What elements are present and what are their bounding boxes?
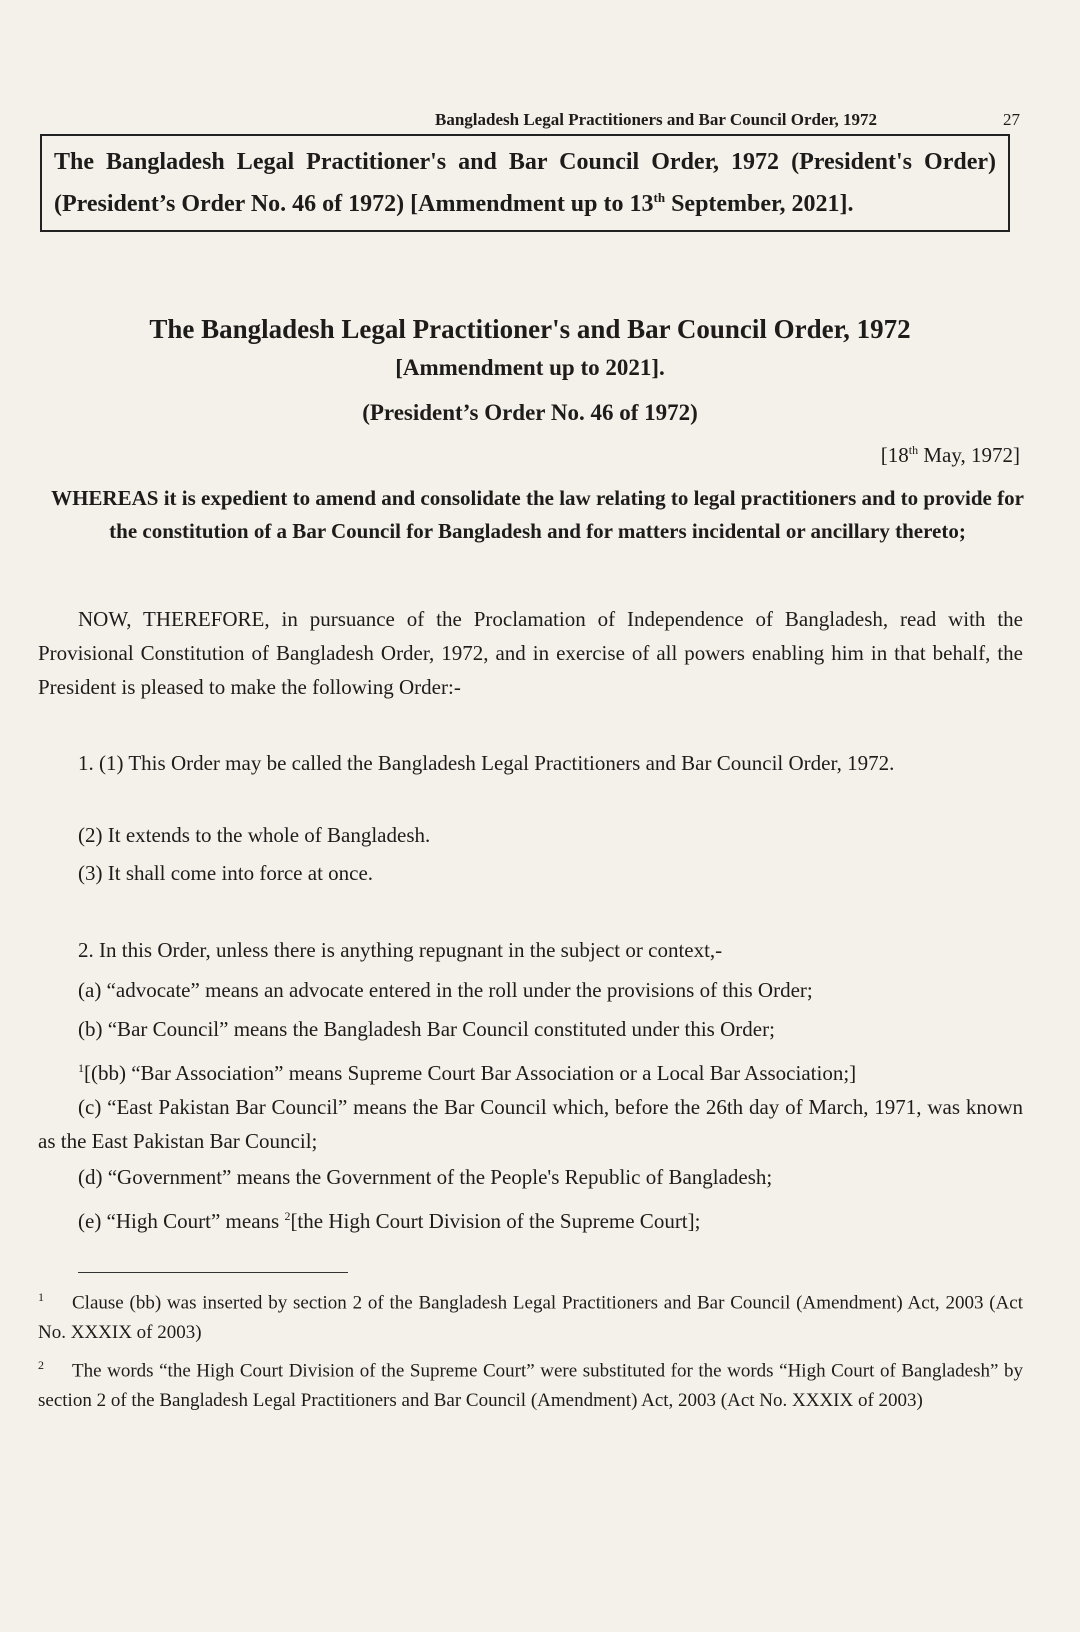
definition-high-court <box>78 1199 700 1238</box>
title-box-text: The Bangladesh Legal Practitioner's and Bar Council Order, 1972 (President's Order) (President’s Order No. 46 of 1972) [Ammendment up to 13 <box>54 149 996 217</box>
definition-bar-association <box>78 1051 856 1090</box>
running-head <box>435 110 1020 130</box>
main-title: The Bangladesh Legal Practitioner's and Bar Council Order, 1972 <box>149 314 911 344</box>
definition-bar-association-text: [(bb) “Bar Association” means Supreme Court Bar Association or a Local Bar Association;] <box>84 1061 857 1085</box>
section1-clause3: (3) It shall come into force at once. <box>78 861 374 885</box>
footnote-2 <box>38 1350 1023 1416</box>
definition-government: (d) “Government” means the Government of the People's Republic of Bangladesh; <box>78 1165 773 1189</box>
definition-east-pakistan-bar-council: (c) “East Pakistan Bar Council” means the Bar Council which, before the 26th day of March, 1971, was known as the East Pakistan Bar Council; <box>38 1095 1023 1153</box>
section2-intro: 2. In this Order, unless there is anything repugnant in the subject or context,- <box>78 938 723 962</box>
whereas-paragraph: WHEREAS it is expedient to amend and consolidate the law relating to legal practitioners and to provide for the constitution of a Bar Council for Bangladesh and for matters incidental or ancillary thereto; <box>51 486 1024 543</box>
amendment-subtitle: [Ammendment up to 2021]. <box>395 355 665 380</box>
title-box <box>40 134 1010 232</box>
footnote-2-text: The words “the High Court Division of the Supreme Court” were substituted for the words “High Court of Bangladesh” by section 2 of the Bangladesh Legal Practitioners and Bar Council (Amendment) Act, 2003 (Act No. XXXIX of 2003) <box>38 1360 1023 1412</box>
definition-advocate: (a) “advocate” means an advocate entered in the roll under the provisions of this Order; <box>78 978 813 1002</box>
definition-bar-council: (b) “Bar Council” means the Bangladesh Bar Council constituted under this Order; <box>78 1017 775 1041</box>
now-therefore-paragraph: NOW, THEREFORE, in pursuance of the Proclamation of Independence of Bangladesh, read with the Provisional Constitution of Bangladesh Order, 1972, and in exercise of all powers enabling him in that behalf, the President is pleased to make the following Order:- <box>38 607 1023 699</box>
page-number: 27 <box>1003 110 1020 129</box>
footnote-ref-1: 1 <box>78 1061 84 1075</box>
definition-high-court-pre: (e) “High Court” means <box>78 1209 285 1233</box>
footnote-divider <box>78 1272 348 1273</box>
enactment-date <box>881 443 1020 468</box>
definition-high-court-post: [the High Court Division of the Supreme Court]; <box>290 1209 701 1233</box>
title-box-sup: th <box>653 190 666 205</box>
running-head-title: Bangladesh Legal Practitioners and Bar Council Order, 1972 <box>435 110 878 129</box>
footnote-2-mark: 2 <box>38 1358 44 1372</box>
footnote-ref-2: 2 <box>284 1209 291 1223</box>
title-box-end: September, 2021]. <box>665 191 854 217</box>
date-pre: [18 <box>880 443 909 467</box>
footnote-1-mark: 1 <box>38 1290 44 1304</box>
order-number-subtitle: (President’s Order No. 46 of 1972) <box>362 400 698 425</box>
section1-clause2: (2) It extends to the whole of Bangladesh. <box>78 823 431 847</box>
footnote-1 <box>38 1282 1023 1348</box>
date-post: May, 1972] <box>918 443 1020 467</box>
section1-clause1: 1. (1) This Order may be called the Bangladesh Legal Practitioners and Bar Council Order, 1972. <box>78 751 895 775</box>
date-sup: th <box>908 443 919 457</box>
footnote-1-text: Clause (bb) was inserted by section 2 of the Bangladesh Legal Practitioners and Bar Council (Amendment) Act, 2003 (Act No. XXXIX of 2003) <box>38 1292 1023 1344</box>
